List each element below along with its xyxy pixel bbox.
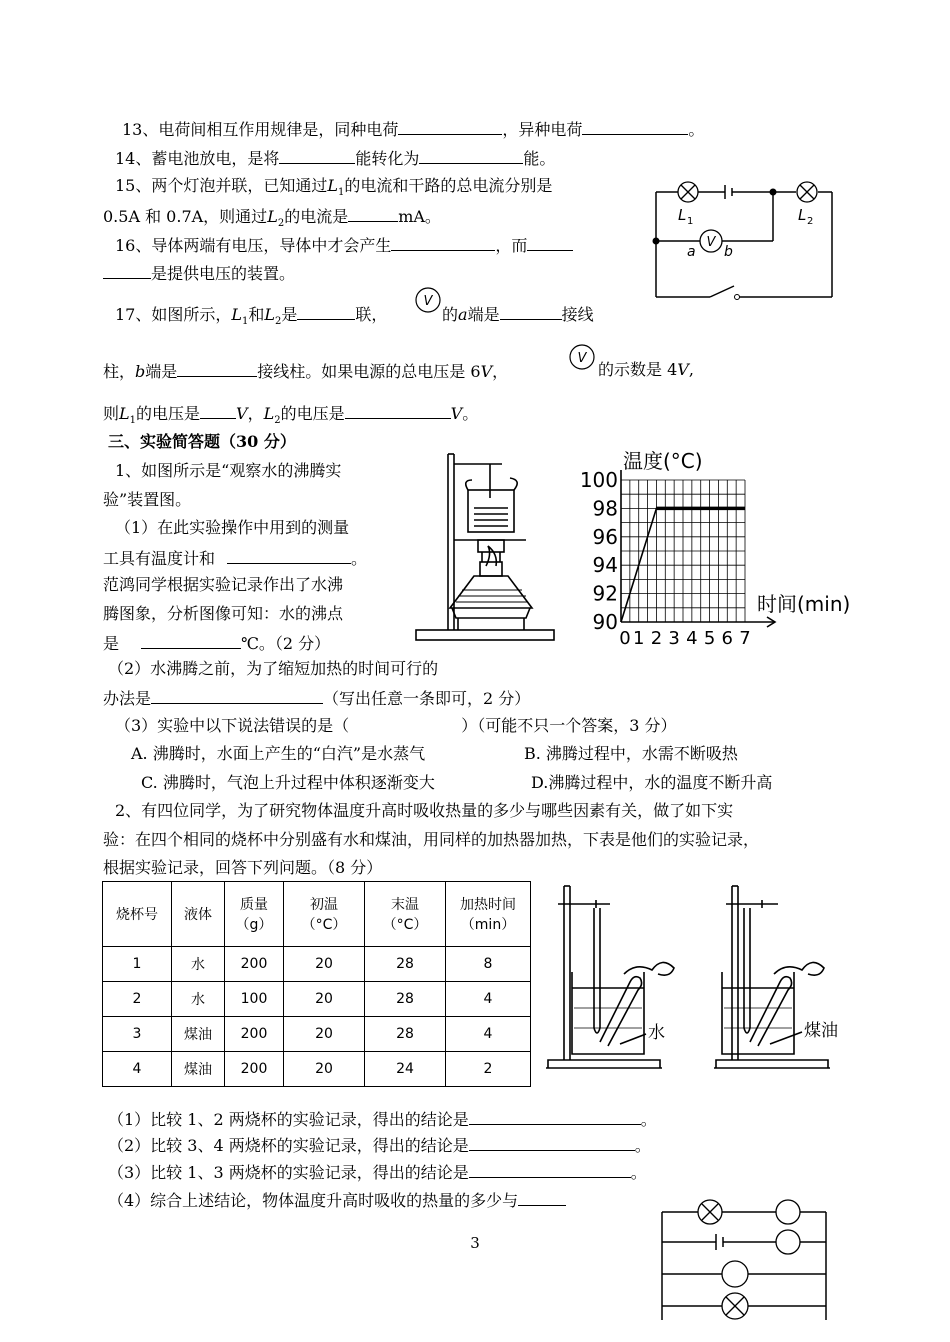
- conclusion-1: （1）比较 1、2 两烧杯的实验记录，得出的结论是 。: [108, 1110, 657, 1129]
- meter-icon: [776, 1200, 800, 1224]
- answer-blank[interactable]: [469, 1108, 641, 1125]
- option-b: B. 沸腾过程中，水需不断吸热: [524, 744, 738, 763]
- bottom-circuit-diagram: [656, 1196, 832, 1324]
- svg-text:V: V: [706, 235, 716, 250]
- boiling-apparatus-figure: [412, 450, 558, 644]
- exp2-text: 验：在四个相同的烧杯中分别盛有水和煤油，用同样的加热器加热，下表是他们的实验记录，: [103, 830, 760, 849]
- question-16-line1: 16、导体两端有电压，导体中才会产生 ，而: [115, 234, 573, 256]
- answer-blank[interactable]: [227, 547, 351, 564]
- svg-text:1: 1: [687, 216, 694, 227]
- beaker-figures: [540, 878, 870, 1078]
- exp2-text: 2、有四位同学，为了研究物体温度升高时吸收热量的多少与哪些因素有关，做了如下实: [115, 801, 734, 820]
- x-tick-label: 7: [739, 628, 751, 649]
- exp1-q3: （3）实验中以下说法错误的是（ ）（可能不只一个答案，3 分）: [115, 716, 677, 735]
- answer-blank[interactable]: [582, 118, 688, 135]
- lamp-icon: [722, 1293, 748, 1319]
- page-number: 3: [470, 1234, 480, 1252]
- question-17-line3: 则$L_1$的电压是 V，$L_2$的电压是 V。: [103, 404, 479, 427]
- answer-blank[interactable]: [419, 147, 523, 164]
- exp1-text: 1、如图所示是“观察水的沸腾实: [115, 461, 342, 480]
- exp2-text: 根据实验记录，回答下列问题。（8 分）: [103, 858, 383, 877]
- question-14: 14、蓄电池放电，是将 能转化为 能。: [115, 149, 556, 168]
- answer-blank[interactable]: [297, 303, 355, 320]
- water-label: 水: [648, 1023, 665, 1043]
- y-tick-label: 100: [579, 468, 618, 492]
- question-15-line1: 15、两个灯泡并联，已知通过$L_1$的电流和干路的总电流分别是: [115, 176, 553, 199]
- header-cell: 初温 （°C）: [284, 882, 365, 947]
- svg-text:L: L: [798, 206, 807, 224]
- y-tick-label: 98: [592, 496, 618, 521]
- y-tick-label: 96: [592, 524, 618, 549]
- exp1-text: 是 ℃。（2 分）: [103, 634, 331, 653]
- table-row: 2 水 100 20 28 4: [103, 982, 531, 1017]
- question-16-line2: 是提供电压的装置。: [103, 262, 295, 284]
- x-tick-label: 3: [668, 628, 680, 649]
- lamp-icon: [698, 1200, 722, 1224]
- voltmeter-icon: [414, 286, 442, 314]
- x-tick-label: 1: [632, 628, 645, 649]
- y-tick-label: 92: [592, 581, 618, 606]
- answer-blank[interactable]: [398, 118, 502, 135]
- header-cell: 液体: [172, 882, 225, 947]
- exp1-text: 范鸿同学根据实验记录作出了水沸: [103, 575, 344, 594]
- option-a: A. 沸腾时，水面上产生的“白汽”是水蒸气: [131, 744, 426, 763]
- answer-blank[interactable]: [200, 402, 236, 419]
- temperature-time-graph: [575, 446, 875, 652]
- question-17-line2: 柱，b端是 接线柱。如果电源的总电压是 6V，: [103, 362, 509, 381]
- answer-blank[interactable]: [469, 1161, 631, 1178]
- exp1-q2: 办法是 （写出任意一条即可，2 分）: [103, 689, 531, 708]
- svg-text:V: V: [423, 294, 433, 309]
- x-tick-label: 2: [650, 628, 663, 649]
- question-13: 13、电荷间相互作用规律是，同种电荷 ，异种电荷 。: [122, 120, 705, 139]
- header-cell: 加热时间 （min）: [446, 882, 531, 947]
- voltmeter-icon: [568, 343, 596, 371]
- answer-blank[interactable]: [345, 402, 451, 419]
- svg-text:a: a: [687, 244, 696, 260]
- answer-blank[interactable]: [518, 1189, 566, 1206]
- option-d: D.沸腾过程中，水的温度不断升高: [531, 773, 773, 792]
- conclusion-2: （2）比较 3、4 两烧杯的实验记录，得出的结论是 。: [108, 1136, 651, 1155]
- table-header-row: [103, 882, 531, 947]
- x-tick-label: 6: [721, 628, 734, 649]
- section-title: 三、实验简答题（30 分）: [108, 432, 296, 451]
- question-17-line1b: 的a端是 接线: [442, 305, 594, 324]
- svg-text:V: V: [577, 351, 587, 366]
- lamp-l2-icon: [797, 182, 817, 202]
- kerosene-label: 煤油: [804, 1021, 838, 1041]
- exp1-text: 验”装置图。: [103, 490, 192, 509]
- experiment-table: [102, 881, 531, 1087]
- answer-blank[interactable]: [469, 1134, 635, 1151]
- svg-text:b: b: [724, 244, 733, 260]
- answer-blank[interactable]: [279, 147, 355, 164]
- table-row: 3 煤油 200 20 28 4: [103, 1017, 531, 1052]
- answer-blank[interactable]: [500, 303, 562, 320]
- svg-text:2: 2: [807, 216, 814, 227]
- header-cell: 末温 （°C）: [365, 882, 446, 947]
- x-tick-label: 0: [619, 628, 631, 649]
- question-15-line2: 0.5A 和 0.7A，则通过$L_2$的电流是 mA。: [103, 207, 441, 230]
- exp1-text: （1）在此实验操作中用到的测量: [115, 518, 350, 537]
- x-tick-label: 4: [686, 628, 698, 649]
- y-tick-label: 94: [592, 553, 618, 578]
- answer-blank[interactable]: [103, 262, 151, 279]
- answer-blank[interactable]: [391, 234, 495, 251]
- conclusion-3: （3）比较 1、3 两烧杯的实验记录，得出的结论是 。: [108, 1163, 647, 1182]
- answer-blank[interactable]: [141, 632, 241, 649]
- answer-blank[interactable]: [527, 234, 573, 251]
- answer-blank[interactable]: [348, 205, 398, 222]
- graph-ylabel: 温度(°C): [623, 449, 703, 473]
- lamp-l1-icon: [678, 182, 698, 202]
- question-17-line1: 17、如图所示，$L_1$和$L_2$是 联，: [115, 305, 388, 328]
- y-tick-label: 90: [592, 610, 618, 634]
- exp1-text: 腾图象，分析图像可知：水的沸点: [103, 604, 344, 623]
- x-tick-label: 5: [703, 628, 716, 649]
- exp1-text: 工具有温度计和 。: [103, 549, 368, 568]
- option-c: C. 沸腾时，气泡上升过程中体积逐渐变大: [141, 773, 435, 792]
- graph-xlabel: 时间(min): [757, 592, 851, 616]
- voltmeter-icon: [700, 230, 722, 252]
- answer-blank[interactable]: [151, 687, 323, 704]
- header-cell: 烧杯号: [103, 882, 172, 947]
- conclusion-4: （4）综合上述结论，物体温度升高时吸收的热量的多少与: [108, 1189, 566, 1211]
- table-row: 1 水 200 20 28 8: [103, 947, 531, 982]
- table-row: 4 煤油 200 20 24 2: [103, 1052, 531, 1087]
- svg-text:L: L: [678, 206, 687, 224]
- circuit-diagram: [648, 170, 838, 302]
- question-17-line2b: 的示数是 4V,: [598, 360, 694, 379]
- answer-blank[interactable]: [177, 360, 257, 377]
- exp1-q2: （2）水沸腾之前，为了缩短加热的时间可行的: [108, 659, 439, 678]
- header-cell: 质量 （g）: [225, 882, 284, 947]
- meter-icon: [722, 1261, 748, 1287]
